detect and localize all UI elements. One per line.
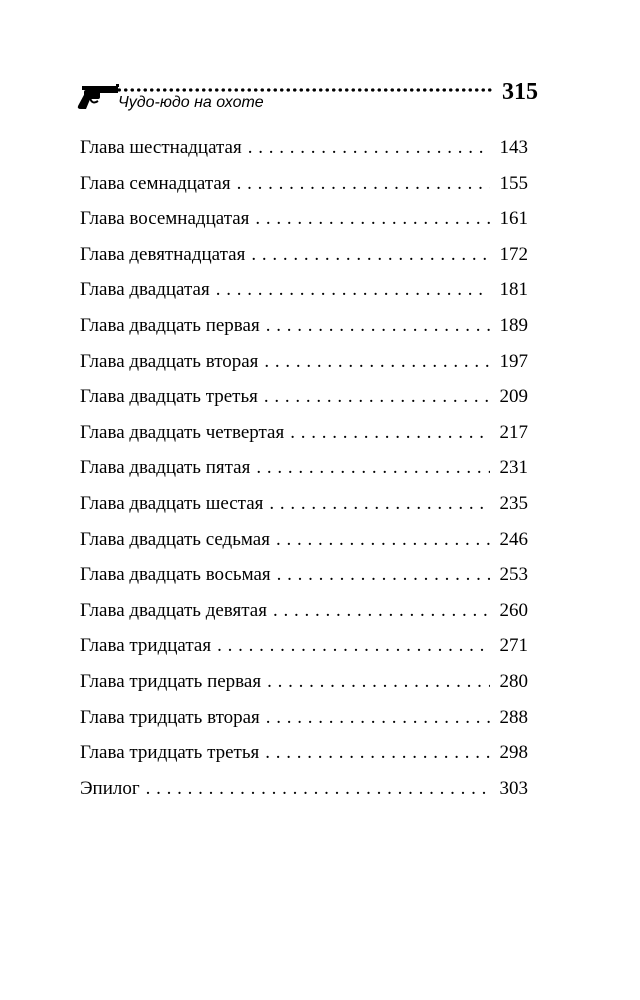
toc-entry-title: Глава двадцать вторая <box>80 350 259 372</box>
running-title: Чудо-юдо на охоте <box>118 94 264 111</box>
toc-entry[interactable] <box>80 700 528 736</box>
toc-entry-page: 303 <box>499 777 528 799</box>
toc-leader-dots <box>255 201 490 237</box>
toc-entry-page: 288 <box>499 706 528 728</box>
toc-entry-page: 235 <box>499 492 528 514</box>
toc-entry-title: Глава двадцать седьмая <box>80 528 270 550</box>
toc-leader-dots <box>146 771 490 807</box>
toc-entry-page: 246 <box>499 528 528 550</box>
toc-entry-title: Глава двадцать третья <box>80 386 258 408</box>
table-of-contents <box>80 130 528 806</box>
toc-entry-page: 209 <box>499 386 528 408</box>
toc-entry-page: 271 <box>499 635 528 657</box>
toc-leader-dots <box>251 237 490 273</box>
toc-entry[interactable] <box>80 237 528 273</box>
toc-leader-dots <box>267 664 490 700</box>
toc-entry-page: 253 <box>499 564 528 586</box>
toc-leader-dots <box>266 308 490 344</box>
toc-entry[interactable] <box>80 379 528 415</box>
toc-entry-page: 189 <box>499 314 528 336</box>
toc-entry[interactable] <box>80 628 528 664</box>
toc-entry-title: Эпилог <box>80 777 140 799</box>
toc-leader-dots <box>217 628 490 664</box>
toc-entry-title: Глава двадцатая <box>80 279 210 301</box>
toc-entry-title: Глава двадцать шестая <box>80 492 264 514</box>
toc-entry[interactable] <box>80 664 528 700</box>
toc-entry[interactable] <box>80 130 528 166</box>
toc-entry[interactable] <box>80 771 528 807</box>
toc-entry-page: 217 <box>499 421 528 443</box>
toc-entry-title: Глава двадцать девятая <box>80 599 267 621</box>
toc-entry[interactable] <box>80 593 528 629</box>
toc-leader-dots <box>216 272 490 308</box>
toc-entry-title: Глава двадцать восьмая <box>80 564 271 586</box>
toc-leader-dots <box>264 379 490 415</box>
toc-entry-page: 260 <box>499 599 528 621</box>
toc-entry[interactable] <box>80 344 528 380</box>
toc-entry-page: 197 <box>499 350 528 372</box>
toc-entry-page: 181 <box>499 279 528 301</box>
toc-entry[interactable] <box>80 166 528 202</box>
toc-entry[interactable] <box>80 415 528 451</box>
toc-entry-page: 161 <box>499 208 528 230</box>
toc-leader-dots <box>273 593 490 629</box>
toc-leader-dots <box>264 344 490 380</box>
toc-leader-dots <box>266 700 490 736</box>
toc-leader-dots <box>237 166 490 202</box>
toc-entry-title: Глава двадцать пятая <box>80 457 251 479</box>
header-dotted-rule <box>116 88 494 92</box>
toc-entry-page: 298 <box>499 742 528 764</box>
toc-leader-dots <box>277 557 490 593</box>
toc-leader-dots <box>276 522 490 558</box>
toc-entry[interactable] <box>80 272 528 308</box>
toc-leader-dots <box>290 415 490 451</box>
toc-entry-title: Глава тридцать третья <box>80 742 260 764</box>
toc-entry-title: Глава двадцать первая <box>80 314 260 336</box>
toc-entry-title: Глава шестнадцатая <box>80 137 242 158</box>
toc-entry-title: Глава тридцатая <box>80 635 212 657</box>
toc-entry[interactable] <box>80 486 528 522</box>
toc-leader-dots <box>269 486 490 522</box>
toc-entry-title: Глава девятнадцатая <box>80 243 246 265</box>
toc-entry[interactable] <box>80 557 528 593</box>
toc-entry-page: 172 <box>499 243 528 265</box>
toc-entry[interactable] <box>80 308 528 344</box>
toc-entry[interactable] <box>80 450 528 486</box>
toc-entry-title: Глава двадцать четвертая <box>80 421 285 443</box>
toc-leader-dots <box>248 130 490 166</box>
toc-entry-title: Глава тридцать вторая <box>80 706 260 728</box>
toc-entry[interactable] <box>80 522 528 558</box>
revolver-icon <box>76 84 120 110</box>
toc-entry-page: 280 <box>499 670 528 692</box>
toc-leader-dots <box>265 735 490 771</box>
toc-entry-page: 155 <box>499 172 528 194</box>
toc-entry-title: Глава тридцать первая <box>80 670 262 692</box>
toc-entry-page: 143 <box>499 137 528 158</box>
toc-entry-title: Глава восемнадцатая <box>80 208 250 230</box>
toc-entry-page: 231 <box>499 457 528 479</box>
toc-leader-dots <box>256 450 490 486</box>
page-header <box>76 78 538 118</box>
page-number: 315 <box>502 79 538 105</box>
toc-entry[interactable] <box>80 735 528 771</box>
toc-entry-title: Глава семнадцатая <box>80 172 231 194</box>
toc-entry[interactable] <box>80 201 528 237</box>
